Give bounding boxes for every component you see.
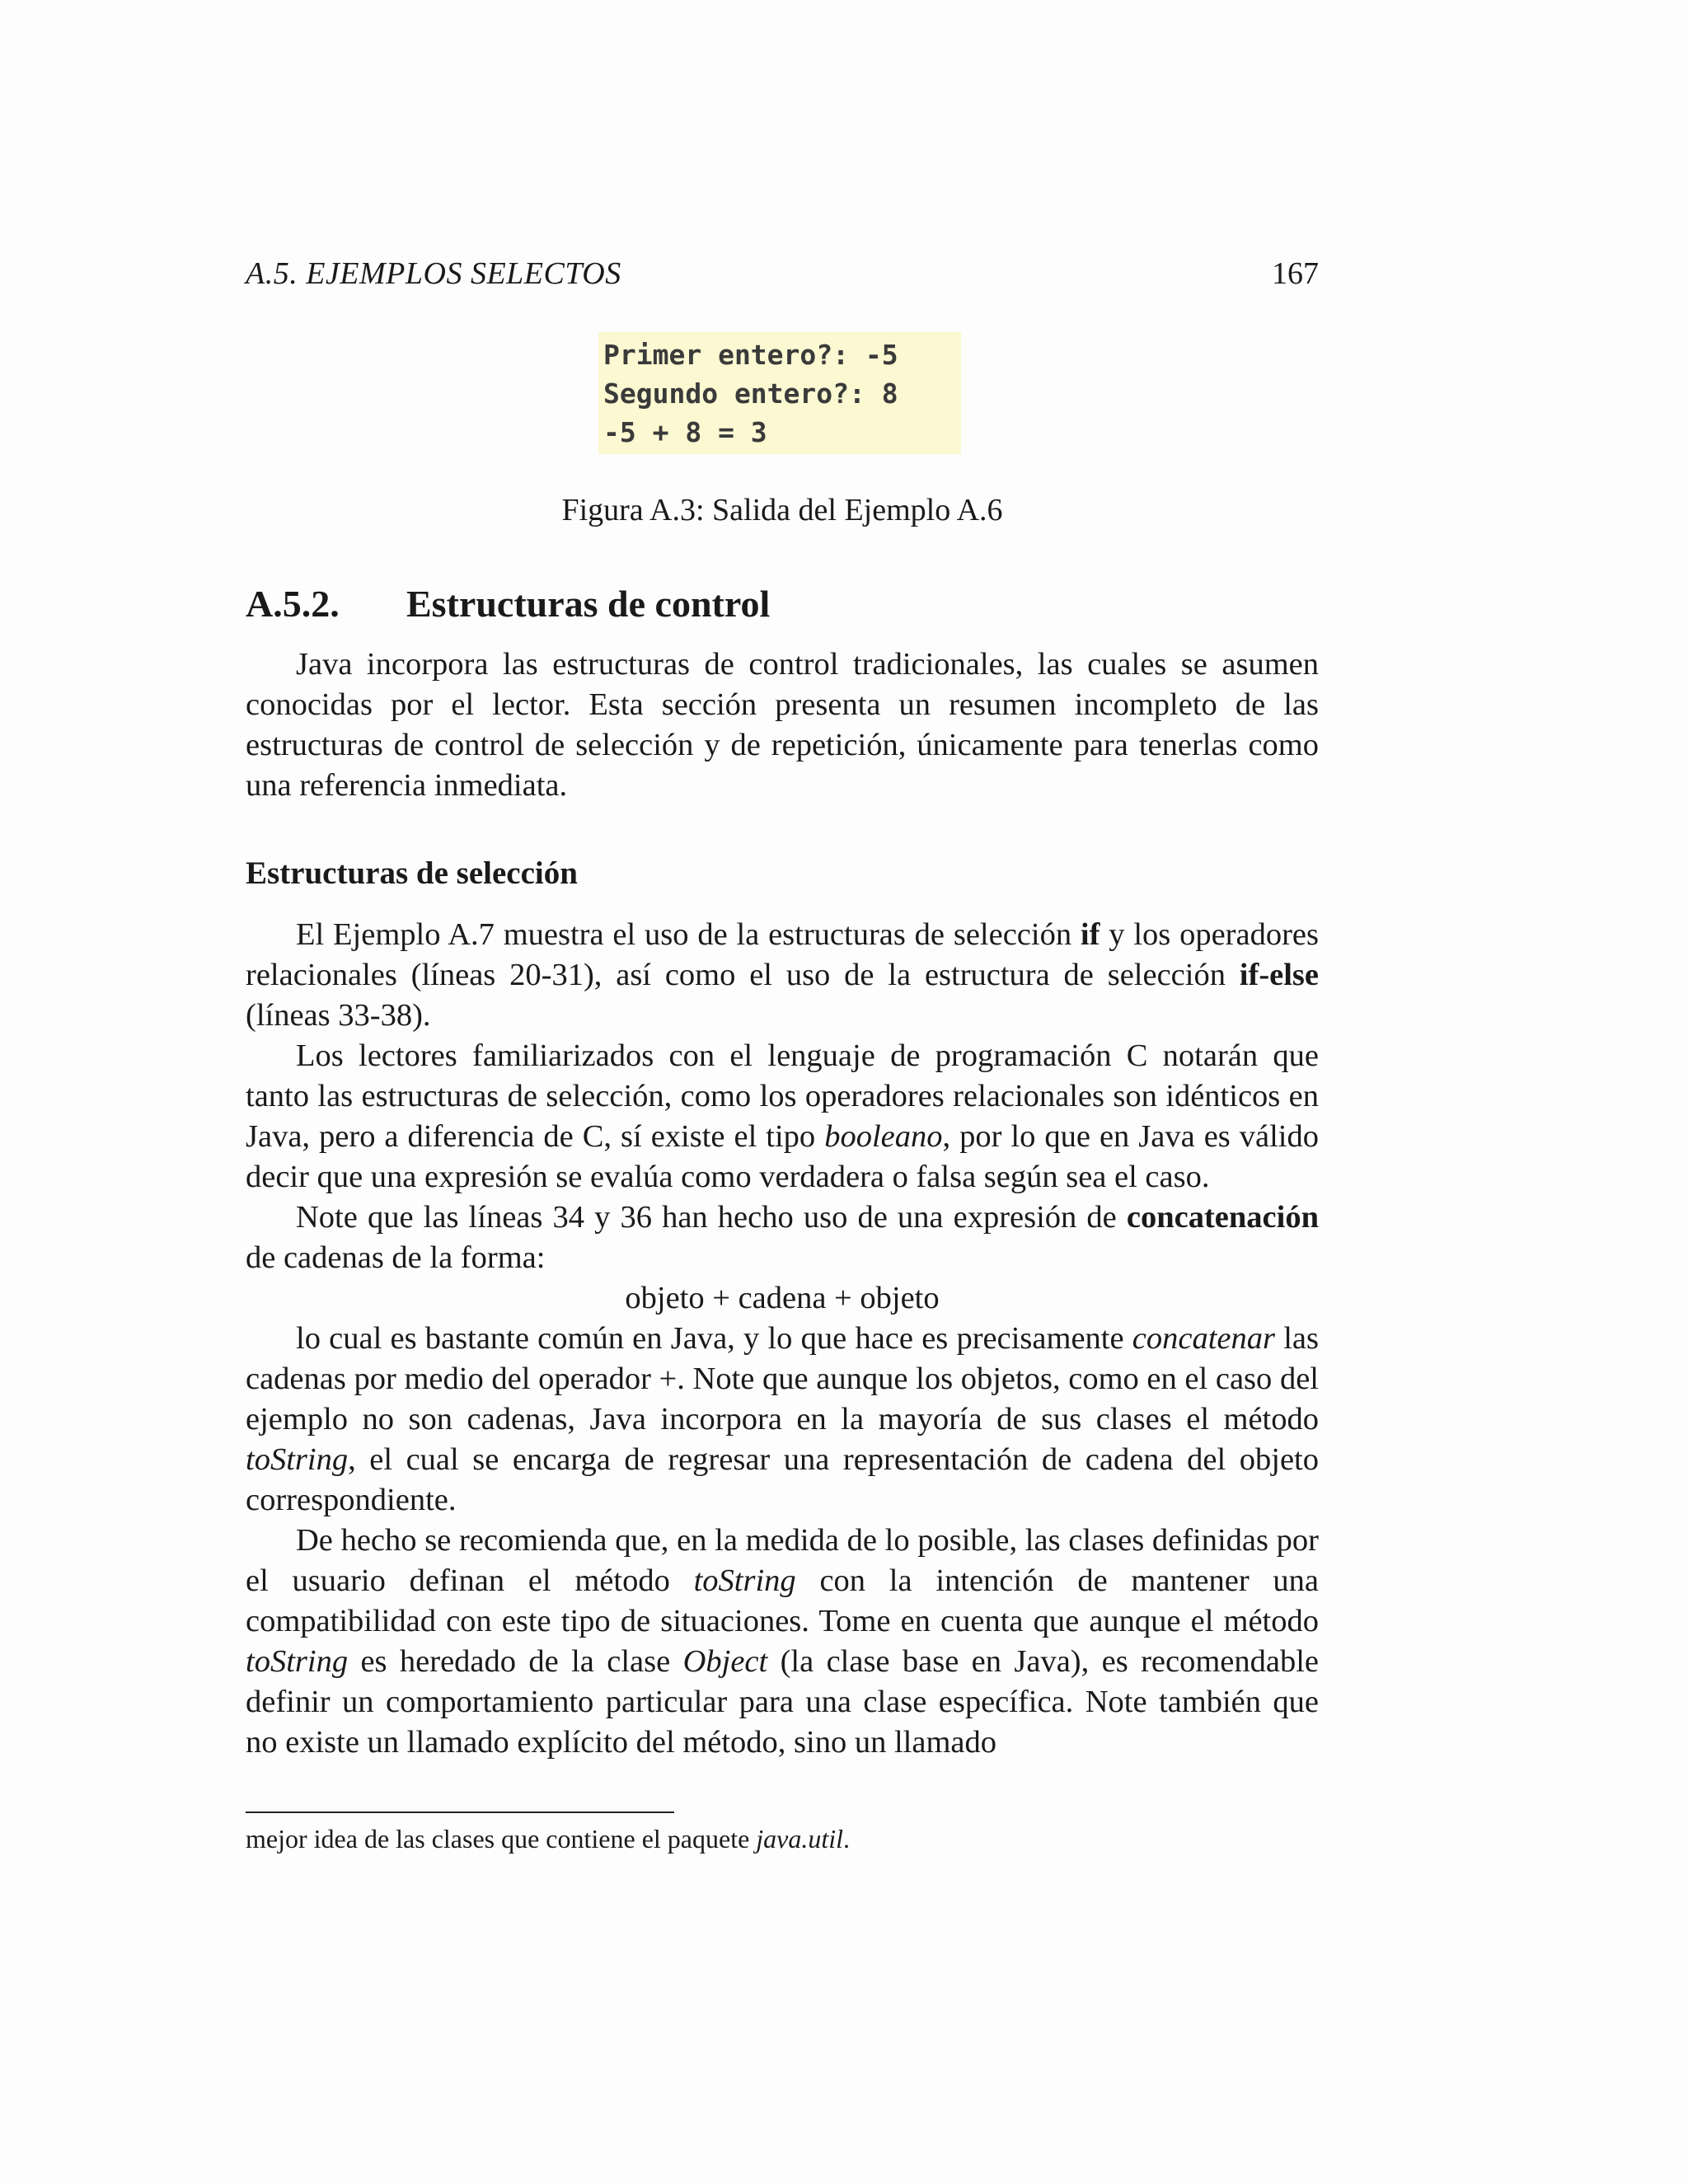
subsection-body xyxy=(246,915,1319,1763)
section-number: A.5.2. xyxy=(246,583,340,625)
console-output-figure xyxy=(598,332,961,454)
section-title: Estructuras de control xyxy=(406,583,771,625)
console-line: Segundo entero?: 8 xyxy=(603,377,898,410)
section-heading xyxy=(246,581,770,627)
intro-paragraph: Java incorpora las estructuras de control tradicionales, las cuales se asumen conocidas por el lector. Esta sección presenta un resumen incompleto de las estructuras de control de selección y de repetición, únicamente para tenerlas como una referencia inmediata. xyxy=(246,647,1319,803)
section-intro xyxy=(246,644,1319,806)
paragraph-tostring: lo cual es bastante común en Java, y lo que hace es precisamente concatenar las cadenas por medio del operador +. Note que aunque los objetos, como en el caso del ejemplo no son cadenas, Java incorpora en la mayoría de sus clases el método toString, el cual se encarga de regresar una representación de cadena del objeto correspondiente. xyxy=(246,1321,1319,1517)
running-header-title: A.5. EJEMPLOS SELECTOS xyxy=(246,256,621,291)
footnote: mejor idea de las clases que contiene el paquete java.util. xyxy=(246,1824,851,1854)
concatenation-formula: objeto + cadena + objeto xyxy=(625,1281,940,1315)
running-header xyxy=(246,254,1319,293)
paragraph-concatenation: Note que las líneas 34 y 36 han hecho uso de una expresión de concatenación de cadenas de la forma: xyxy=(246,1200,1319,1275)
console-line: -5 + 8 = 3 xyxy=(603,416,767,448)
paragraph-c-comparison: Los lectores familiarizados con el lenguaje de programación C notarán que tanto las estructuras de selección, como los operadores relacionales son idénticos en Java, pero a diferencia de C, sí existe el tipo booleano, por lo que en Java es válido decir que una expresión se evalúa como verdadera o falsa según sea el caso. xyxy=(246,1038,1319,1194)
subsection-heading: Estructuras de selección xyxy=(246,855,578,891)
page-number: 167 xyxy=(1272,256,1319,291)
figure-caption: Figura A.3: Salida del Ejemplo A.6 xyxy=(561,493,1003,527)
footnote-divider xyxy=(246,1811,674,1813)
console-line: Primer entero?: -5 xyxy=(603,339,898,371)
paragraph-recommendation: De hecho se recomienda que, en la medida de lo posible, las clases definidas por el usuario definan el método toString con la intención de mantener una compatibilidad con este tipo de situaciones. Tome en cuenta que aunque el método toString es heredado de la clase Object (la clase base en Java), es recomendable definir un comportamiento particular para una clase específica. Note también que no existe un llamado explícito del método, sino un llamado xyxy=(246,1523,1319,1760)
paragraph-selection-example: El Ejemplo A.7 muestra el uso de la estructuras de selección if y los operadores relacionales (líneas 20-31), así como el uso de la estructura de selección if-else (líneas 33-38). xyxy=(246,917,1319,1033)
